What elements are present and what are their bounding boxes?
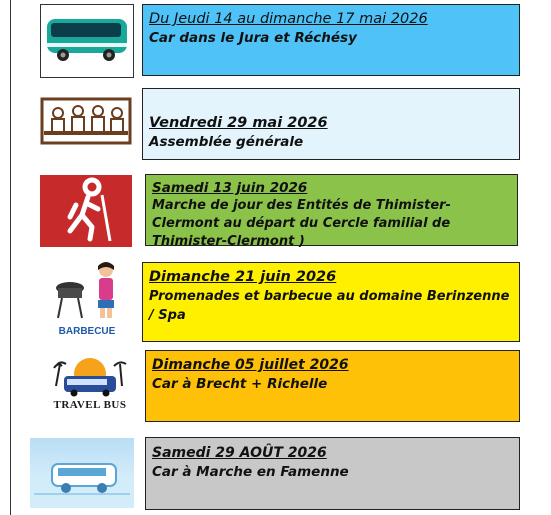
travel-bus-logo-text: TRAVEL BUS [53,399,127,411]
event-description: Car à Marche en Famenne [152,464,349,480]
event-description: Promenades et barbecue au domaine Berinzenne / Spa [149,289,510,323]
event-date: Du Jeudi 14 au dimanche 17 mai 2026 [149,11,428,27]
event-date: Dimanche 05 juillet 2026 [152,357,349,373]
event-card-6 [145,437,520,510]
event-description: Car à Brecht + Richelle [152,376,328,392]
coach-icon [30,438,134,508]
event-card-2 [142,88,520,160]
event-description: Marche de jour des Entités de Thimister-Clermont au départ du Cercle familial de Thimister-Clermont ) [152,198,451,249]
meeting-icon [40,93,132,153]
event-description: Assemblée générale [149,134,304,150]
event-card-3 [145,174,518,249]
event-description: Car dans le Jura et Réchésy [149,30,357,46]
event-card-4 [142,262,520,342]
barbecue-logo-text: BARBECUE [58,326,116,337]
event-date: Vendredi 29 mai 2026 [149,115,328,131]
bus-icon [40,4,134,78]
barbecue-icon [48,258,126,342]
event-date: Samedi 13 juin 2026 [152,180,308,196]
travel-bus-icon [50,356,130,418]
hiker-icon [40,175,132,247]
event-date: Dimanche 21 juin 2026 [149,269,337,285]
event-card-5 [145,350,520,422]
event-card-1 [142,4,520,76]
event-date: Samedi 29 AOÛT 2026 [152,445,327,461]
